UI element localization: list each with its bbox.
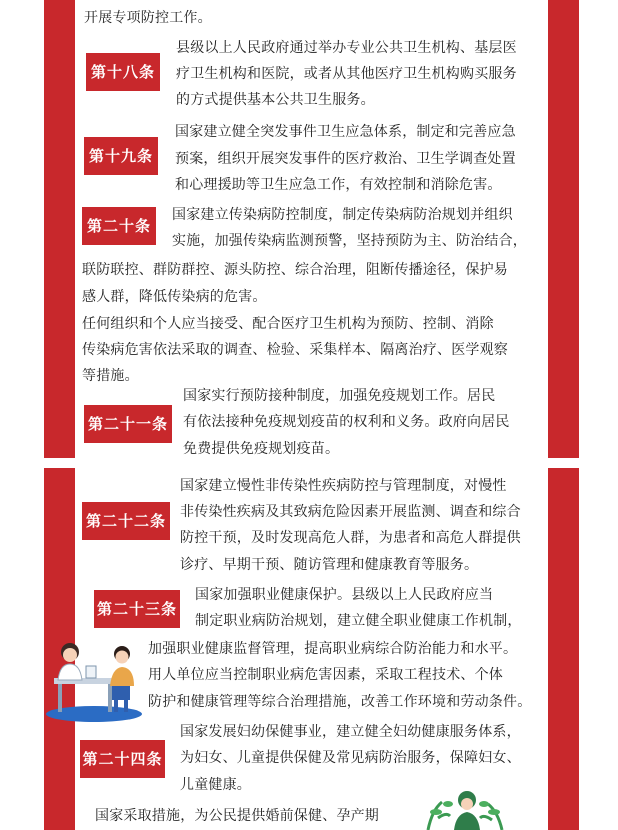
panel-gap	[0, 458, 618, 468]
article-number-badge: 第二十四条	[80, 740, 165, 778]
article-number-badge: 第二十一条	[84, 405, 172, 443]
article-number-badge: 第十八条	[86, 53, 160, 91]
text-line: 实施，加强传染病监测预警，坚持预防为主、防治结合，	[172, 233, 527, 249]
left-border-top	[44, 0, 75, 458]
text-line: 非传染性疾病及其致病危险因素开展监测、调查和综合	[180, 504, 521, 520]
right-border-bottom	[548, 468, 579, 830]
text-line: 加强职业健康监督管理，提高职业病综合防治能力和水平。	[148, 641, 518, 657]
article-number-badge: 第二十条	[82, 207, 156, 245]
article-number-badge: 第二十二条	[82, 502, 170, 540]
text-line: 防护和健康管理等综合治理措施，改善工作环境和劳动条件。	[148, 694, 532, 710]
text-line: 国家建立慢性非传染性疾病防控与管理制度，对慢性	[180, 478, 507, 494]
text-line: 为妇女、儿童提供保健及常见病防治服务，保障妇女、	[180, 750, 521, 766]
text-line: 预案，组织开展突发事件的医疗救治、卫生学调查处置	[175, 151, 516, 167]
text-line: 诊疗、早期干预、随访管理和健康教育等服务。	[180, 557, 479, 573]
text-line: 开展专项防控工作。	[84, 10, 212, 26]
text-line: 有依法接种免疫规划疫苗的权利和义务。政府向居民	[183, 414, 510, 430]
article-number-badge: 第十九条	[84, 137, 158, 175]
text-line: 联防联控、群防群控、源头防控、综合治理，阻断传播途径，保护易	[82, 262, 508, 278]
right-border-top	[548, 0, 579, 458]
doctor-with-plants-illustration	[420, 790, 510, 830]
text-line: 的方式提供基本公共卫生服务。	[176, 92, 375, 108]
text-line: 传染病危害依法采取的调查、检验、采集样本、隔离治疗、医学观察	[82, 342, 508, 358]
text-line: 用人单位应当控制职业病危害因素，采取工程技术、个体	[148, 667, 503, 683]
text-line: 国家实行预防接种制度，加强免疫规划工作。居民	[183, 388, 496, 404]
text-line: 国家采取措施，为公民提供婚前保健、孕产期	[95, 808, 379, 824]
text-line: 任何组织和个人应当接受、配合医疗卫生机构为预防、控制、消除	[82, 316, 494, 332]
text-line: 儿童健康。	[180, 777, 251, 793]
doctor-consultation-illustration	[44, 636, 148, 724]
text-line: 疗卫生机构和医院，或者从其他医疗卫生机构购买服务	[176, 66, 517, 82]
text-line: 和心理援助等卫生应急工作，有效控制和消除危害。	[175, 177, 502, 193]
text-line: 县级以上人民政府通过举办专业公共卫生机构、基层医	[176, 40, 517, 56]
text-line: 制定职业病防治规划，建立健全职业健康工作机制，	[195, 613, 522, 629]
article-number-badge: 第二十三条	[94, 590, 180, 628]
text-line: 感人群，降低传染病的危害。	[82, 289, 267, 305]
text-line: 防控干预，及时发现高危人群，为患者和高危人群提供	[180, 530, 521, 546]
text-line: 国家建立健全突发事件卫生应急体系，制定和完善应急	[175, 124, 516, 140]
text-line: 国家发展妇幼保健事业，建立健全妇幼健康服务体系，	[180, 724, 521, 740]
text-line: 免费提供免疫规划疫苗。	[183, 441, 340, 457]
text-line: 国家建立传染病防控制度，制定传染病防治规划并组织	[172, 207, 513, 223]
text-line: 国家加强职业健康保护。县级以上人民政府应当	[195, 587, 494, 603]
text-line: 等措施。	[82, 368, 139, 384]
